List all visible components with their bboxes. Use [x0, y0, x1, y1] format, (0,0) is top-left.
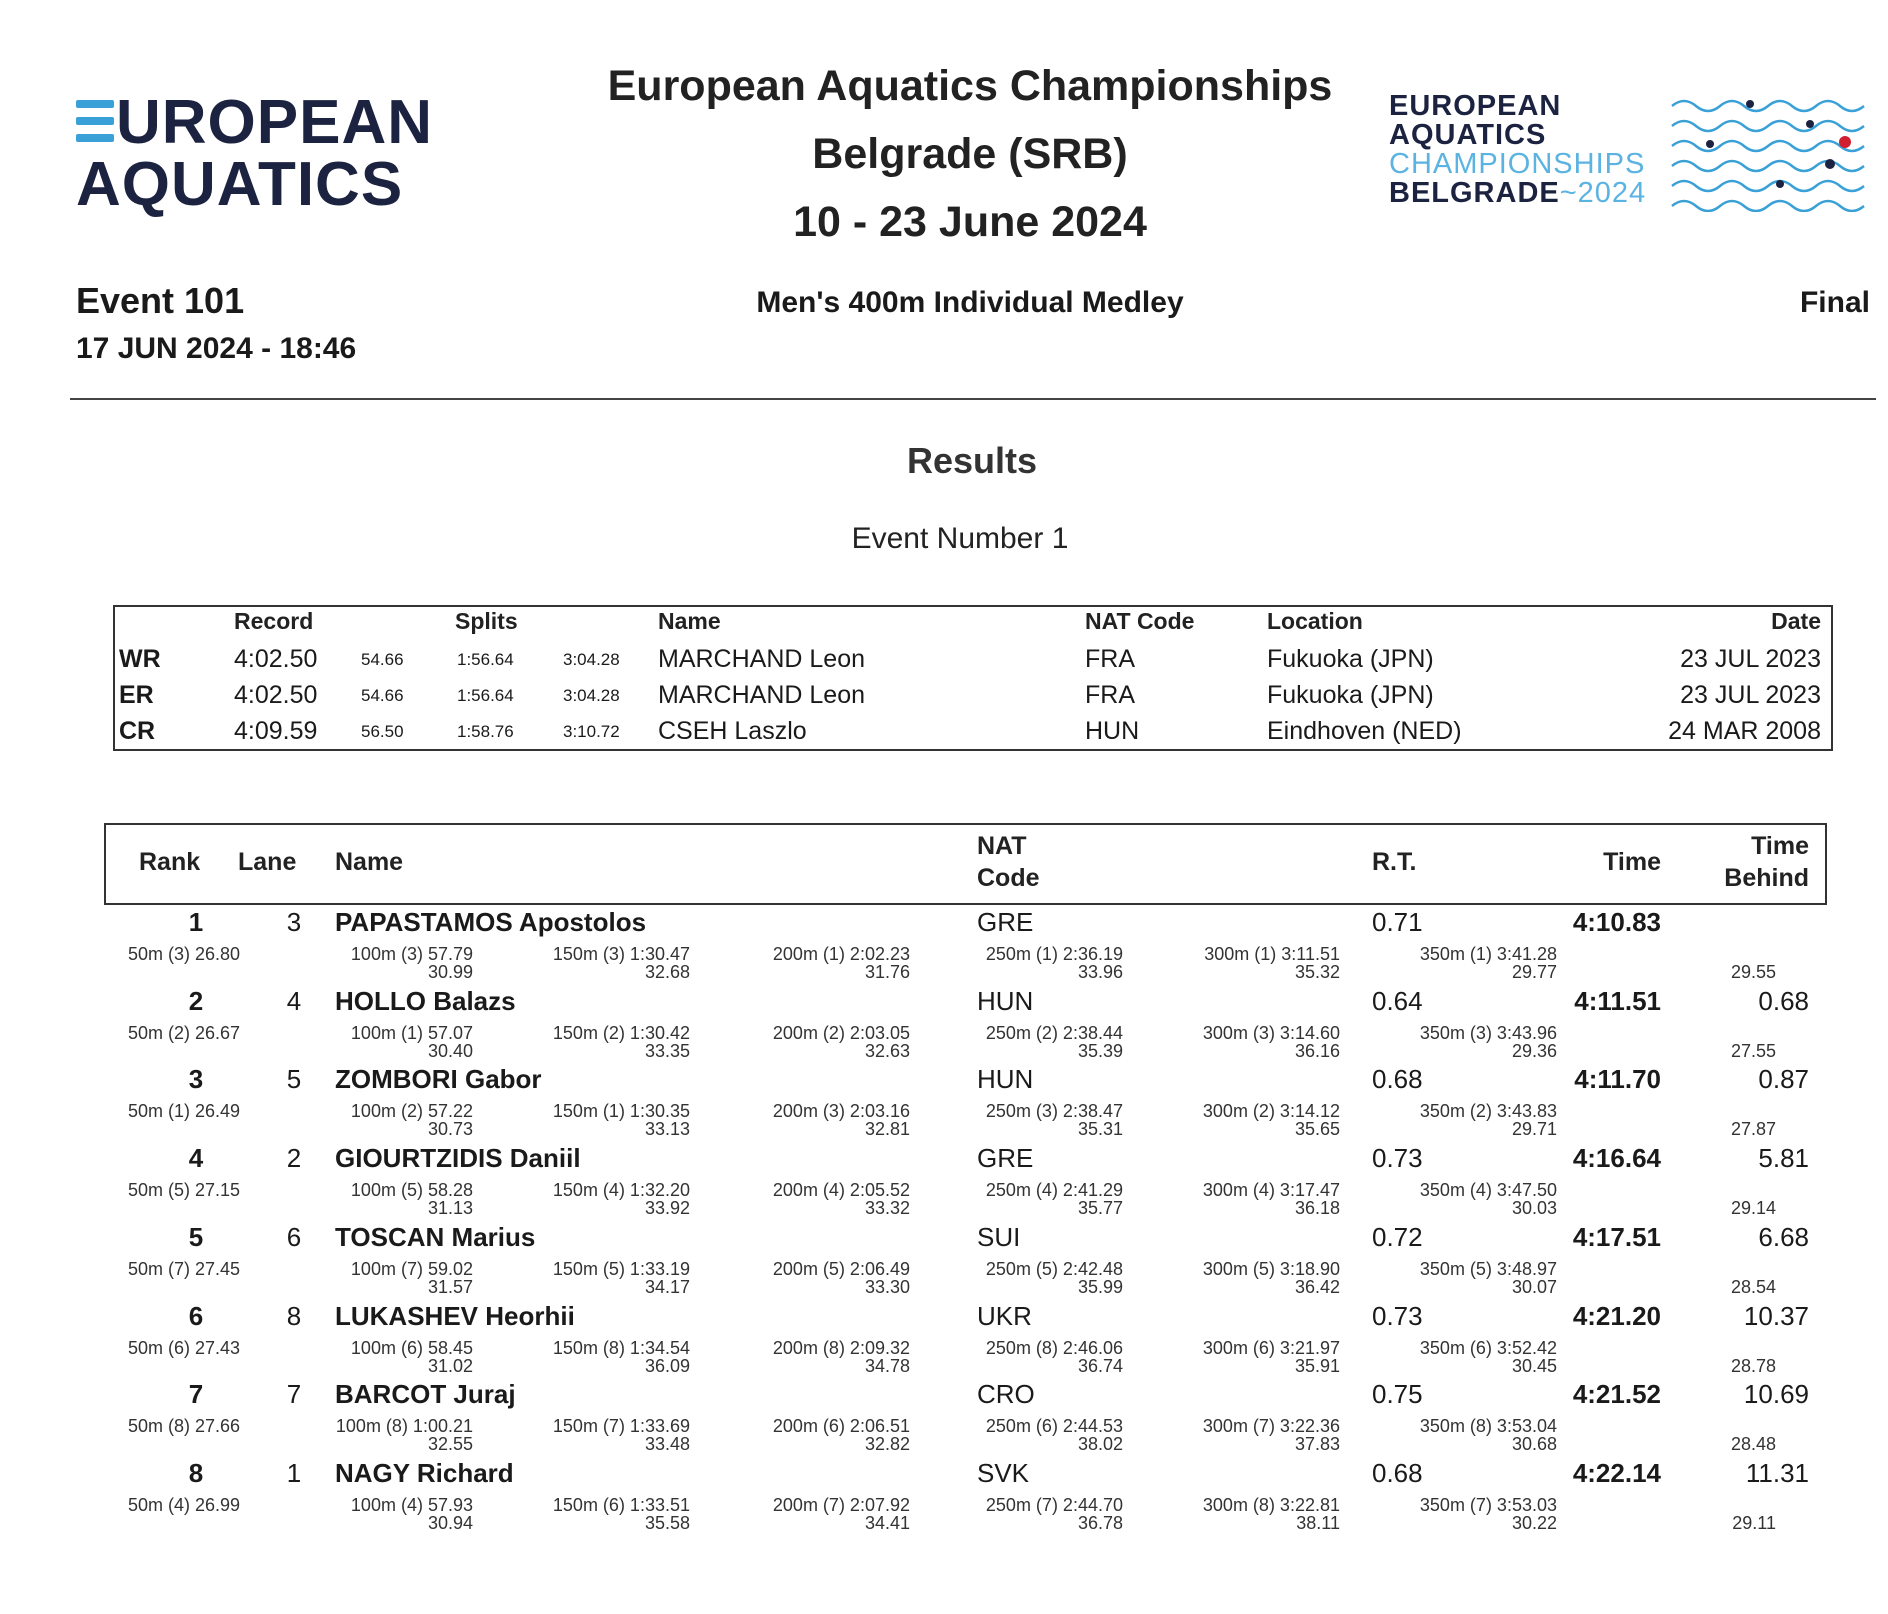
split-cumulative: 200m (1) 2:02.23: [772, 944, 910, 964]
record-nat: FRA: [1085, 645, 1135, 673]
split-lap: 34.41: [864, 1512, 910, 1533]
final-time: 4:10.83: [1572, 907, 1661, 937]
title-line-3: 10 - 23 June 2024: [793, 198, 1147, 246]
split-50m: 50m (2) 26.67: [128, 1022, 241, 1043]
result-lane: 4: [286, 985, 302, 1016]
final-time: 4:16.64: [1572, 1143, 1661, 1174]
split-cumulative: 350m (2) 3:43.83: [1419, 1101, 1557, 1122]
record-nat: HUN: [1085, 717, 1140, 745]
result-rank: 8: [188, 1457, 204, 1488]
split-cumulative: 200m (8) 2:09.32: [772, 1337, 910, 1358]
split-lap: 35.31: [1077, 1119, 1123, 1140]
championships-logo: EUROPEAN AQUATICS CHAMPIONSHIPS BELGRADE~2024: [1389, 90, 1647, 209]
record-date: 23 JUL 2023: [1680, 681, 1821, 709]
split-cumulative: 150m (1) 1:30.35: [552, 1101, 690, 1122]
split-lap: 31.76: [864, 962, 910, 982]
record-split: 3:04.28: [563, 650, 620, 669]
reaction-time: 0.68: [1372, 1457, 1423, 1488]
split-lap: 35.39: [1077, 1040, 1123, 1061]
header-record: Record: [234, 608, 314, 634]
split-lap: 38.02: [1077, 1434, 1123, 1455]
event-number: Event 101: [76, 280, 245, 321]
time-behind: 5.81: [1758, 1143, 1809, 1174]
logo-text: AQUATICS: [1389, 119, 1547, 151]
athlete-name: ZOMBORI Gabor: [335, 1064, 542, 1095]
split-50m: 50m (8) 27.66: [128, 1416, 241, 1437]
split-lap: 32.81: [864, 1119, 910, 1140]
time-behind: 6.68: [1758, 1221, 1809, 1252]
split-cumulative: 350m (6) 3:52.42: [1419, 1337, 1557, 1358]
time-behind: 10.69: [1743, 1379, 1809, 1410]
logo-text: AQUATICS: [76, 150, 404, 219]
athlete-nat: UKR: [977, 1300, 1032, 1331]
split-cumulative: 150m (6) 1:33.51: [552, 1494, 690, 1515]
result-lane: 7: [286, 1379, 302, 1410]
record-date: 24 MAR 2008: [1668, 717, 1821, 745]
event-phase: Final: [1799, 286, 1870, 319]
split-cumulative: 250m (5) 2:42.48: [985, 1258, 1123, 1279]
split-50m: 50m (7) 27.45: [128, 1258, 241, 1279]
split-cumulative: 150m (5) 1:33.19: [552, 1258, 690, 1279]
record-location: Fukuoka (JPN): [1267, 681, 1434, 709]
split-cumulative: 350m (8) 3:53.04: [1419, 1416, 1557, 1437]
split-lap: 30.94: [427, 1512, 473, 1533]
athlete-nat: HUN: [977, 985, 1034, 1016]
split-cumulative: 100m (6) 58.45: [350, 1337, 473, 1358]
logo-text: UROPEAN: [116, 88, 434, 157]
time-behind: 0.87: [1758, 1064, 1809, 1095]
split-cumulative: 350m (1) 3:41.28: [1419, 944, 1557, 964]
results-heading: Results: [906, 440, 1038, 481]
record-split: 1:58.76: [457, 722, 514, 741]
split-cumulative: 300m (5) 3:18.90: [1202, 1258, 1340, 1279]
split-cumulative: 250m (1) 2:36.19: [985, 944, 1123, 964]
split-lap: 29.36: [1511, 1040, 1557, 1061]
split-lap: 35.65: [1294, 1119, 1340, 1140]
split-lap: 35.58: [644, 1512, 690, 1533]
header-lane: Lane: [238, 848, 297, 876]
header-nat-code: NAT Code: [1085, 608, 1195, 634]
split-cumulative: 100m (2) 57.22: [350, 1101, 473, 1122]
athlete-nat: CRO: [977, 1379, 1035, 1410]
split-50m: 50m (5) 27.15: [128, 1180, 241, 1201]
split-lap: 30.03: [1511, 1198, 1557, 1219]
header-time-behind: Time: [1751, 832, 1809, 860]
time-behind: 10.37: [1743, 1300, 1809, 1331]
record-split: 1:56.64: [457, 650, 514, 669]
record-split: 54.66: [361, 686, 404, 705]
split-lap: 29.71: [1511, 1119, 1557, 1140]
record-nat: FRA: [1085, 681, 1135, 709]
athlete-nat: SUI: [977, 1221, 1021, 1252]
record-location: Fukuoka (JPN): [1267, 645, 1434, 673]
reaction-time: 0.68: [1372, 1064, 1423, 1095]
record-time: 4:09.59: [234, 717, 318, 745]
split-cumulative: 250m (8) 2:46.06: [985, 1337, 1123, 1358]
title-line-1: European Aquatics Championships: [607, 62, 1333, 110]
split-lap: 30.07: [1511, 1276, 1557, 1297]
split-cumulative: 150m (2) 1:30.42: [552, 1022, 690, 1043]
split-lap: 33.30: [864, 1276, 910, 1297]
record-time: 4:02.50: [234, 681, 318, 709]
split-lap: 31.13: [427, 1198, 473, 1219]
result-rank: 7: [188, 1379, 204, 1410]
split-cumulative: 200m (3) 2:03.16: [772, 1101, 910, 1122]
record-split: 3:10.72: [563, 722, 620, 741]
time-behind: 11.31: [1745, 1457, 1809, 1488]
split-lap: 35.91: [1294, 1355, 1340, 1376]
split-lap: 30.40: [427, 1040, 473, 1061]
final-time: 4:11.51: [1574, 985, 1661, 1016]
split-lap: 30.68: [1511, 1434, 1557, 1455]
result-lane: 8: [286, 1300, 302, 1331]
athlete-name: TOSCAN Marius: [335, 1221, 536, 1252]
split-lap: 33.35: [644, 1040, 690, 1061]
split-lap: 33.96: [1077, 962, 1123, 982]
logo-text: EUROPEAN: [1389, 90, 1562, 122]
reaction-time: 0.73: [1372, 1300, 1423, 1331]
athlete-name: PAPASTAMOS Apostolos: [335, 907, 647, 937]
split-cumulative: 350m (5) 3:48.97: [1419, 1258, 1557, 1279]
title-line-2: Belgrade (SRB): [812, 130, 1128, 178]
split-cumulative: 100m (3) 57.79: [350, 944, 473, 964]
split-cumulative: 300m (3) 3:14.60: [1202, 1022, 1340, 1043]
split-lap-final: 28.78: [1730, 1355, 1776, 1376]
split-lap: 36.74: [1077, 1355, 1123, 1376]
split-cumulative: 100m (4) 57.93: [350, 1494, 473, 1515]
final-time: 4:22.14: [1572, 1457, 1661, 1488]
split-cumulative: 300m (8) 3:22.81: [1202, 1494, 1340, 1515]
split-lap-final: 28.54: [1730, 1276, 1776, 1297]
reaction-time: 0.71: [1372, 907, 1423, 937]
split-lap: 29.77: [1511, 962, 1557, 982]
split-lap: 33.48: [644, 1434, 690, 1455]
logo-text: CHAMPIONSHIPS: [1389, 148, 1646, 180]
event-number-heading: Event Number 1: [851, 522, 1069, 555]
split-cumulative: 350m (7) 3:53.03: [1419, 1494, 1557, 1515]
split-cumulative: 200m (6) 2:06.51: [772, 1416, 910, 1437]
split-lap: 30.45: [1511, 1355, 1557, 1376]
split-lap: 33.32: [864, 1198, 910, 1219]
split-lap-final: 29.55: [1730, 962, 1776, 982]
split-cumulative: 250m (2) 2:38.44: [985, 1022, 1123, 1043]
header-splits: Splits: [455, 608, 518, 634]
event-name: Men's 400m Individual Medley: [756, 286, 1184, 319]
result-lane: 3: [286, 907, 302, 937]
final-time: 4:17.51: [1572, 1221, 1661, 1252]
split-cumulative: 100m (7) 59.02: [350, 1258, 473, 1279]
result-lane: 2: [286, 1143, 302, 1174]
athlete-name: HOLLO Balazs: [335, 985, 516, 1016]
header-nat: NAT: [977, 832, 1027, 860]
result-rank: 2: [188, 985, 204, 1016]
record-name: MARCHAND Leon: [658, 681, 866, 709]
time-behind: 0.68: [1758, 985, 1809, 1016]
split-cumulative: 200m (2) 2:03.05: [772, 1022, 910, 1043]
split-cumulative: 300m (1) 3:11.51: [1204, 944, 1340, 964]
athlete-nat: GRE: [977, 1143, 1034, 1174]
logo-text: BELGRADE: [1389, 177, 1560, 209]
split-lap: 32.68: [644, 962, 690, 982]
split-cumulative: 200m (7) 2:07.92: [772, 1494, 910, 1515]
record-location: Eindhoven (NED): [1267, 717, 1462, 745]
record-name: MARCHAND Leon: [658, 645, 866, 673]
split-cumulative: 200m (4) 2:05.52: [772, 1180, 910, 1201]
split-cumulative: 250m (3) 2:38.47: [985, 1101, 1123, 1122]
split-cumulative: 150m (3) 1:30.47: [552, 944, 690, 964]
reaction-time: 0.73: [1372, 1143, 1423, 1174]
split-cumulative: 250m (6) 2:44.53: [985, 1416, 1123, 1437]
split-cumulative: 200m (5) 2:06.49: [772, 1258, 910, 1279]
athlete-nat: HUN: [977, 1064, 1034, 1095]
split-lap-final: 29.14: [1730, 1198, 1776, 1219]
reaction-time: 0.72: [1372, 1221, 1423, 1252]
logo-text: 2024: [1577, 177, 1647, 209]
record-date: 23 JUL 2023: [1680, 645, 1821, 673]
split-lap: 36.78: [1077, 1512, 1123, 1533]
record-type: ER: [119, 681, 154, 709]
split-lap: 36.42: [1294, 1276, 1340, 1297]
split-cumulative: 300m (2) 3:14.12: [1202, 1101, 1340, 1122]
record-split: 1:56.64: [457, 686, 514, 705]
athlete-nat: SVK: [977, 1457, 1030, 1488]
split-lap: 35.77: [1077, 1198, 1123, 1219]
split-lap: 32.55: [427, 1434, 473, 1455]
header-date: Date: [1771, 608, 1821, 634]
reaction-time: 0.64: [1372, 985, 1423, 1016]
result-lane: 5: [286, 1064, 302, 1095]
athlete-name: LUKASHEV Heorhii: [335, 1300, 575, 1331]
split-cumulative: 150m (4) 1:32.20: [552, 1180, 690, 1201]
result-lane: 6: [286, 1221, 302, 1252]
split-cumulative: 250m (7) 2:44.70: [985, 1494, 1123, 1515]
split-lap: 30.22: [1511, 1512, 1557, 1533]
split-cumulative: 100m (8) 1:00.21: [335, 1416, 473, 1437]
header-rank: Rank: [139, 848, 201, 876]
header-name: Name: [335, 848, 404, 876]
header-time-behind-2: Behind: [1724, 864, 1809, 892]
waves-logo-icon: [1670, 92, 1870, 212]
split-lap: 33.92: [644, 1198, 690, 1219]
reaction-time: 0.75: [1372, 1379, 1423, 1410]
record-type: WR: [119, 645, 161, 673]
final-time: 4:11.70: [1574, 1064, 1661, 1095]
final-time: 4:21.52: [1572, 1379, 1661, 1410]
header-rt: R.T.: [1372, 848, 1417, 876]
divider: [70, 398, 1876, 400]
result-rank: 3: [188, 1064, 204, 1095]
athlete-nat: GRE: [977, 907, 1034, 937]
record-name: CSEH Laszlo: [658, 717, 807, 745]
split-cumulative: 300m (6) 3:21.97: [1202, 1337, 1340, 1358]
record-split: 56.50: [361, 722, 404, 741]
athlete-name: GIOURTZIDIS Daniil: [335, 1143, 581, 1174]
result-rank: 4: [188, 1143, 204, 1174]
split-cumulative: 150m (8) 1:34.54: [552, 1337, 690, 1358]
split-cumulative: 300m (4) 3:17.47: [1202, 1180, 1340, 1201]
split-lap: 34.78: [864, 1355, 910, 1376]
split-lap-final: 27.55: [1730, 1040, 1776, 1061]
split-lap-final: 27.87: [1730, 1119, 1776, 1140]
record-time: 4:02.50: [234, 645, 318, 673]
split-lap: 30.73: [427, 1119, 473, 1140]
event-datetime: 17 JUN 2024 - 18:46: [76, 332, 357, 365]
split-cumulative: 350m (4) 3:47.50: [1419, 1180, 1557, 1201]
record-split: 54.66: [361, 650, 404, 669]
split-lap: 31.57: [427, 1276, 473, 1297]
split-lap: 35.99: [1077, 1276, 1123, 1297]
split-lap-final: 29.11: [1732, 1512, 1776, 1533]
record-split: 3:04.28: [563, 686, 620, 705]
split-cumulative: 250m (4) 2:41.29: [985, 1180, 1123, 1201]
split-lap: 34.17: [644, 1276, 690, 1297]
split-lap: 36.18: [1294, 1198, 1340, 1219]
record-type: CR: [119, 717, 156, 745]
split-lap-final: 28.48: [1730, 1434, 1776, 1455]
split-lap: 33.13: [644, 1119, 690, 1140]
split-cumulative: 350m (3) 3:43.96: [1419, 1022, 1557, 1043]
split-lap: 38.11: [1296, 1512, 1340, 1533]
split-lap: 35.32: [1294, 962, 1340, 982]
split-cumulative: 300m (7) 3:22.36: [1202, 1416, 1340, 1437]
split-lap: 37.83: [1294, 1434, 1340, 1455]
header-location: Location: [1267, 608, 1363, 634]
result-lane: 1: [286, 1457, 302, 1488]
split-lap: 32.63: [864, 1040, 910, 1061]
header-name: Name: [658, 608, 721, 634]
split-50m: 50m (1) 26.49: [128, 1101, 241, 1122]
split-cumulative: 150m (7) 1:33.69: [552, 1416, 690, 1437]
header-time: Time: [1603, 848, 1661, 876]
header-code: Code: [977, 864, 1040, 892]
split-50m: 50m (3) 26.80: [128, 944, 241, 964]
athlete-name: BARCOT Juraj: [335, 1379, 516, 1410]
split-50m: 50m (6) 27.43: [128, 1337, 241, 1358]
split-cumulative: 100m (1) 57.07: [350, 1022, 473, 1043]
result-rank: 5: [188, 1221, 204, 1252]
final-time: 4:21.20: [1572, 1300, 1661, 1331]
result-rank: 6: [188, 1300, 204, 1331]
split-lap: 32.82: [864, 1434, 910, 1455]
split-cumulative: 100m (5) 58.28: [350, 1180, 473, 1201]
athlete-name: NAGY Richard: [335, 1457, 514, 1488]
split-lap: 31.02: [427, 1355, 473, 1376]
split-lap: 36.16: [1294, 1040, 1340, 1061]
split-lap: 30.99: [427, 962, 473, 982]
split-50m: 50m (4) 26.99: [128, 1494, 241, 1515]
split-lap: 36.09: [644, 1355, 690, 1376]
result-rank: 1: [188, 907, 204, 937]
